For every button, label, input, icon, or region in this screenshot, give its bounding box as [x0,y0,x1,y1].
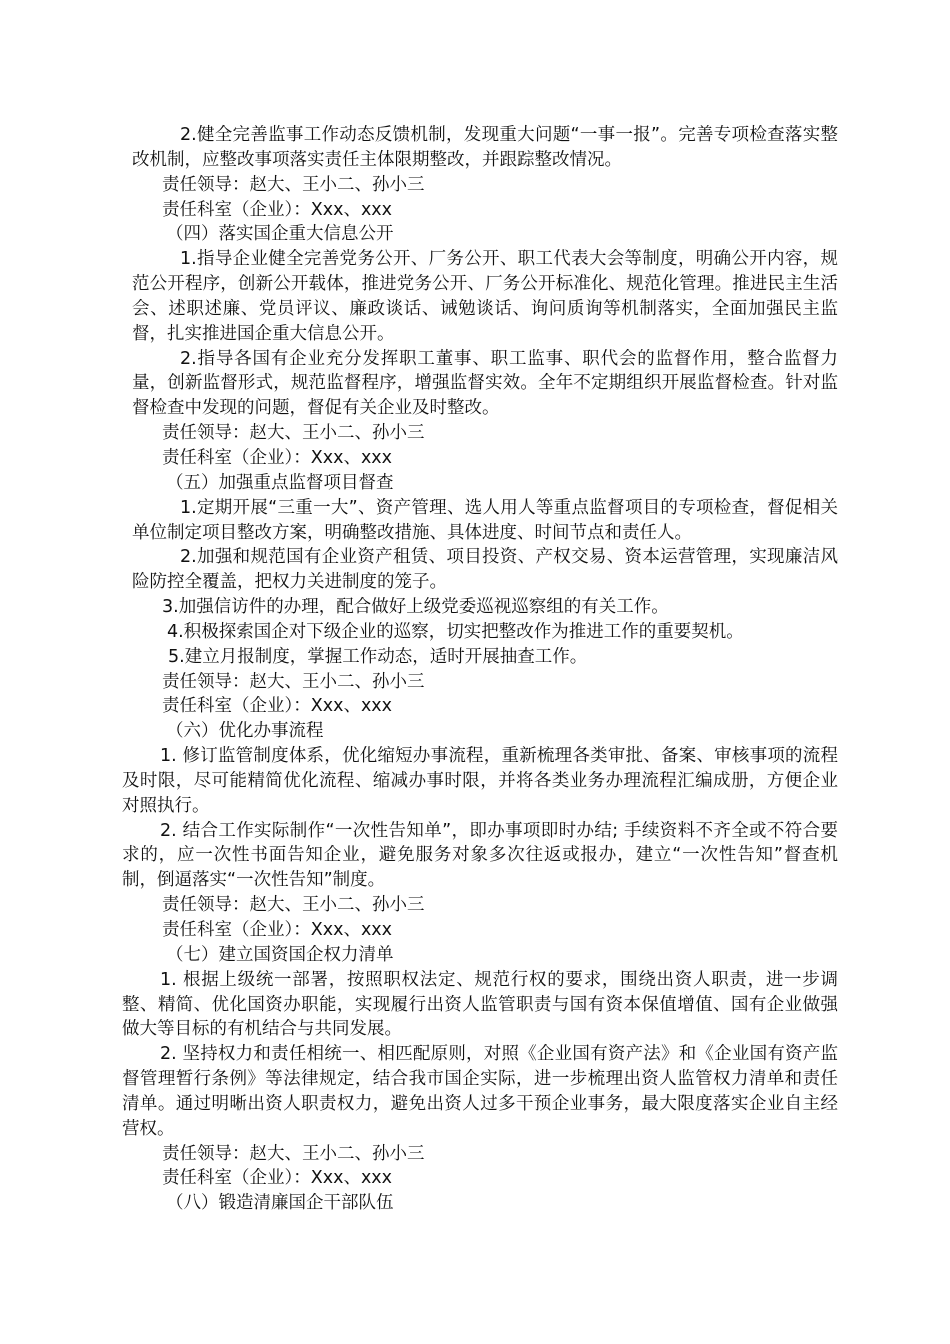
responsible-department: 责任科室（企业）：Xxx、xxx [162,920,393,940]
paragraph-disclosure-2: 2.指导各国有企业充分发挥职工董事、职工监事、职代会的监督作用，整合监督力量，创新监督形式，规范监督程序，增强监督实效。全年不定期组织开展监督检查。针对监督检查中发现的问题，督促有关企业及时整改。 [132,348,838,419]
responsible-department: 责任科室（企业）：Xxx、xxx [162,447,393,468]
section-heading-5: （五）加强重点监督项目督查 [166,472,394,493]
paragraph-supervision-3: 3.加强信访件的办理，配合做好上级党委巡视巡察组的有关工作。 [162,597,669,618]
paragraph-feedback-mechanism: 2.健全完善监事工作动态反馈机制，发现重大问题“一事一报”。完善专项检查落实整改机制，应整改事项落实责任主体限期整改，并跟踪整改情况。 [132,125,838,170]
paragraph-power-list-2: 2. 坚持权力和责任相统一、相匹配原则，对照《企业国有资产法》和《企业国有资产监督管理暂行条例》等法律规定，结合我市国企实际，进一步梳理出资人监管权力清单和责任清单。通过明晰出资人职责权力，避免出资人过多干预企业事务，最大限度落实企业自主经营权。 [122,1044,838,1139]
paragraph-supervision-1: 1.定期开展“三重一大”、资产管理、选人用人等重点监督项目的专项检查，督促相关单位制定项目整改方案，明确整改措施、具体进度、时间节点和责任人。 [132,497,838,543]
paragraph-power-list-1: 1. 根据上级统一部署，按照职权法定、规范行权的要求，围绕出资人职责，进一步调整、精简、优化国资办职能，实现履行出资人监管职责与国有资本保值增值、国有企业做强做大等目标的有机结合与共同发展。 [122,969,838,1040]
section-heading-6: （六）优化办事流程 [166,721,324,742]
responsible-leaders: 责任领导：赵大、王小二、孙小三 [162,671,425,692]
responsible-leaders: 责任领导：赵大、王小二、孙小三 [162,895,425,916]
paragraph-supervision-2: 2.加强和规范国有企业资产租赁、项目投资、产权交易、资本运营管理，实现廉洁风险防控全覆盖，把权力关进制度的笼子。 [132,547,838,593]
responsible-leaders: 责任领导：赵大、王小二、孙小三 [162,423,425,444]
responsible-leaders: 责任领导：赵大、王小二、孙小三 [162,1143,425,1164]
paragraph-supervision-5: 5.建立月报制度，掌握工作动态，适时开展抽查工作。 [168,646,588,667]
paragraph-process-2: 2. 结合工作实际制作“一次性告知单”，即办事项即时办结; 手续资料不齐全或不符合要求的，应一次性书面告知企业，避免服务对象多次往返或报办，建立“一次性告知”督查机制，倒逼落实“一次性告知”制度。 [122,820,838,891]
paragraph-supervision-4: 4.积极探索国企对下级企业的巡察，切实把整改作为推进工作的重要契机。 [167,621,744,642]
paragraph-disclosure-1: 1.指导企业健全完善党务公开、厂务公开、职工代表大会等制度，明确公开内容，规范公开程序，创新公开载体，推进党务公开、厂务公开标准化、规范化管理。推进民主生活会、述职述廉、党员评议、廉政谈话、诫勉谈话、询问质询等机制落实，全面加强民主监督，扎实推进国企重大信息公开。 [132,249,838,344]
paragraph-process-1: 1. 修订监管制度体系，优化缩短办事流程，重新梳理各类审批、备案、审核事项的流程及时限，尽可能精简优化流程、缩减办事时限，并将各类业务办理流程汇编成册，方便企业对照执行。 [122,746,838,816]
responsible-department: 责任科室（企业）：Xxx、xxx [162,199,393,220]
section-heading-7: （七）建立国资国企权力清单 [166,944,394,965]
section-heading-4: （四）落实国企重大信息公开 [166,224,394,245]
responsible-department: 责任科室（企业）：Xxx、xxx [162,1168,393,1189]
responsible-leaders: 责任领导：赵大、王小二、孙小三 [162,174,425,195]
responsible-department: 责任科室（企业）：Xxx、xxx [162,696,393,717]
section-heading-8: （八）锻造清廉国企干部队伍 [166,1193,394,1214]
